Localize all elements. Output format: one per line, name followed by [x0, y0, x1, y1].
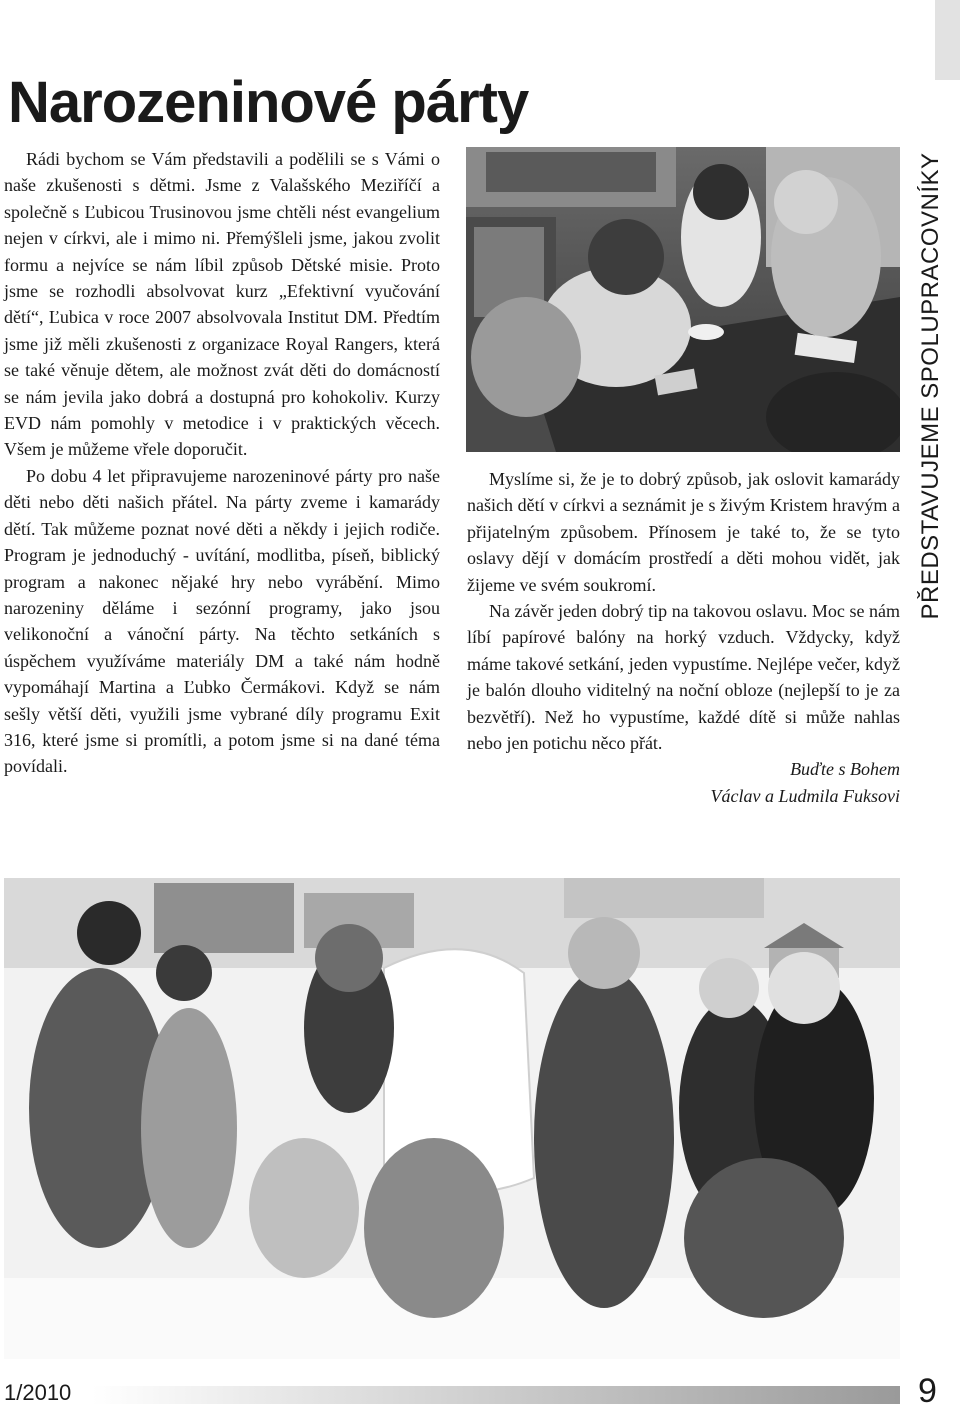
paragraph-tip: Na závěr jeden dobrý tip na takovou oslavu. Moc se nám líbí papírové balóny na horký vzduch. Vždycky, když máme takové setkání, jeden vypustíme. Nejlépe večer, když je balón dlouho viditelný na noční obloze (nejlepší to je za bezvětří). Než ho vypustíme, každé dítě si může nahlas nebo jen potichu něco přát. [467, 601, 900, 754]
signature-authors: Václav a Ludmila Fuksovi [710, 785, 900, 806]
page-number: 9 [918, 1372, 937, 1410]
paragraph-reasons: Myslíme si, že je to dobrý způsob, jak oslovit kamarády našich dětí v církvi a seznámit je s živým Kristem hravým a přijatelným způsobem. Přínosem je také to, že se tyto oslavy dějí v domácím prostředí a děti mohou vidět, jak žijeme ve svém soukromí. [467, 469, 900, 595]
article-title: Narozeninové párty [8, 70, 529, 135]
paragraph-intro: Rádi bychom se Vám představili a podělili se s Vámi o naše zkušenosti s dětmi. Jsme z Valašského Meziříčí a společně s Ľubicou Trusinovou jsme chtěli nést evangelium nejen v církvi, ale i mimo ni. Přemýšleli jsme, jakou zvolit formu a nejvíce se nám líbil způsob Dětské misie. Proto jsme se rozhodli absolvovat kurz „Efektivní vyučování dětí“, Ľubica v roce 2007 absolvovala Institut DM. Předtím jsme již měli zkušenosti z organizace Royal Rangers, která se také věnuje dětem, ale možnost zvát děti do domácností se nám jevila jako dobrá a dostupná pro kohokoliv. Kurzy EVD nám pomohly v metodice i v praktických věcech. Všem je můžeme vřele doporučit. [4, 149, 440, 460]
section-label-text: PŘEDSTAVUJEME SPOLUPRACOVNÍKY [917, 152, 944, 620]
photo-craft-table [466, 147, 900, 452]
signature-greeting: Buďte s Bohem [790, 759, 900, 780]
paragraph-parties: Po dobu 4 let připravujeme narozeninové párty pro naše děti nebo děti našich přátel. Na párty zveme i kamarády dětí. Tak můžeme poznat nové děti a někdy i jejich rodiče. Program je jednoduchý - uvítání, modlitba, píseň, biblický program a nakonec nějaké hry nebo vyrábění. Mimo narozeniny děláme i sezónní programy, jako jsou velikonoční a vánoční párty. Na těchto setkáních s úspěchem využíváme materiály DM a také nám hodně vypomáhají Martina a Ľubko Čermákovi. Když se nám sešly větší děti, využili jsme vybrané díly programu Exit 316, které jsme si promítli, a potom jsme si na dané téma povídali. [4, 465, 440, 777]
left-column [4, 146, 440, 780]
issue-number: 1/2010 [4, 1380, 72, 1405]
photo-lantern-launch [4, 878, 900, 1359]
right-column [467, 466, 900, 809]
section-label-vertical [904, 147, 958, 625]
footer-gradient-bar [92, 1386, 900, 1404]
corner-bar [935, 0, 960, 80]
